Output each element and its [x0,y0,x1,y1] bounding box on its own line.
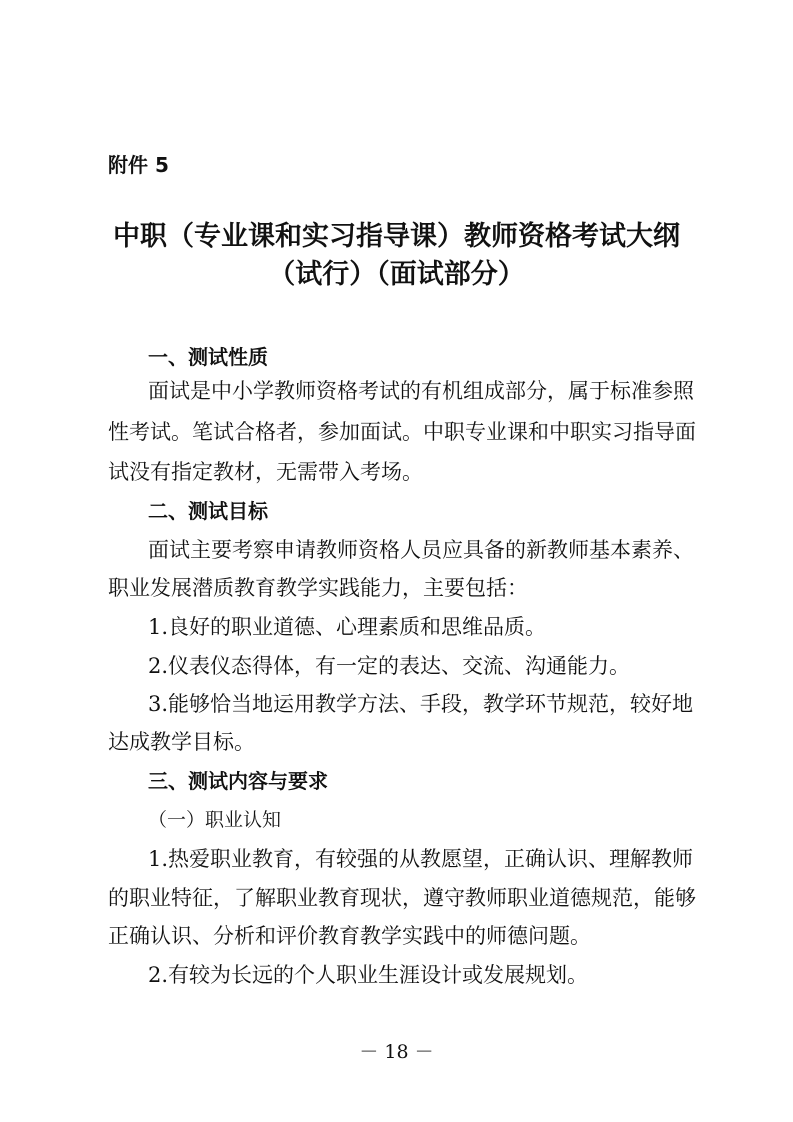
section-3-list-item-continuation: 正确认识、分析和评价教育教学实践中的师德问题。 [108,924,591,948]
section-1-paragraph-line: 性考试。笔试合格者，参加面试。中职专业课和中职实习指导面 [108,420,696,444]
document-title-line-1: 中职（专业课和实习指导课）教师资格考试大纲 [113,221,680,252]
section-2-heading: 二、测试目标 [148,499,268,523]
section-2-list-item: 1.良好的职业道德、心理素质和思维品质。 [148,615,547,639]
document-title-line-2: （试行）（面试部分） [268,259,525,290]
page-number: － 18 － [359,1041,434,1063]
section-2-paragraph-line: 面试主要考察申请教师资格人员应具备的新教师基本素养、 [148,538,694,562]
section-2-paragraph-line: 职业发展潜质教育教学实践能力，主要包括： [108,576,528,600]
section-3-list-item: 2.有较为长远的个人职业生涯设计或发展规划。 [148,963,589,987]
section-2-list-item-continuation: 达成教学目标。 [108,730,255,754]
section-3-list-item: 1.热爱职业教育，有较强的从教愿望，正确认识、理解教师 [148,847,694,871]
section-2-list-item: 2.仪表仪态得体，有一定的表达、交流、沟通能力。 [148,654,631,678]
section-2-list-item: 3.能够恰当地运用教学方法、手段，教学环节规范，较好地 [148,692,694,716]
attachment-label: 附件 5 [108,153,169,177]
section-1-paragraph-line: 试没有指定教材，无需带入考场。 [108,460,423,484]
section-1-paragraph-line: 面试是中小学教师资格考试的有机组成部分，属于标准参照 [148,379,694,403]
section-3-heading: 三、测试内容与要求 [148,769,328,793]
section-3-list-item-continuation: 的职业特征，了解职业教育现状，遵守教师职业道德规范，能够 [108,886,696,910]
section-3-subheading: （一）职业认知 [148,809,282,831]
section-1-heading: 一、测试性质 [148,345,268,369]
